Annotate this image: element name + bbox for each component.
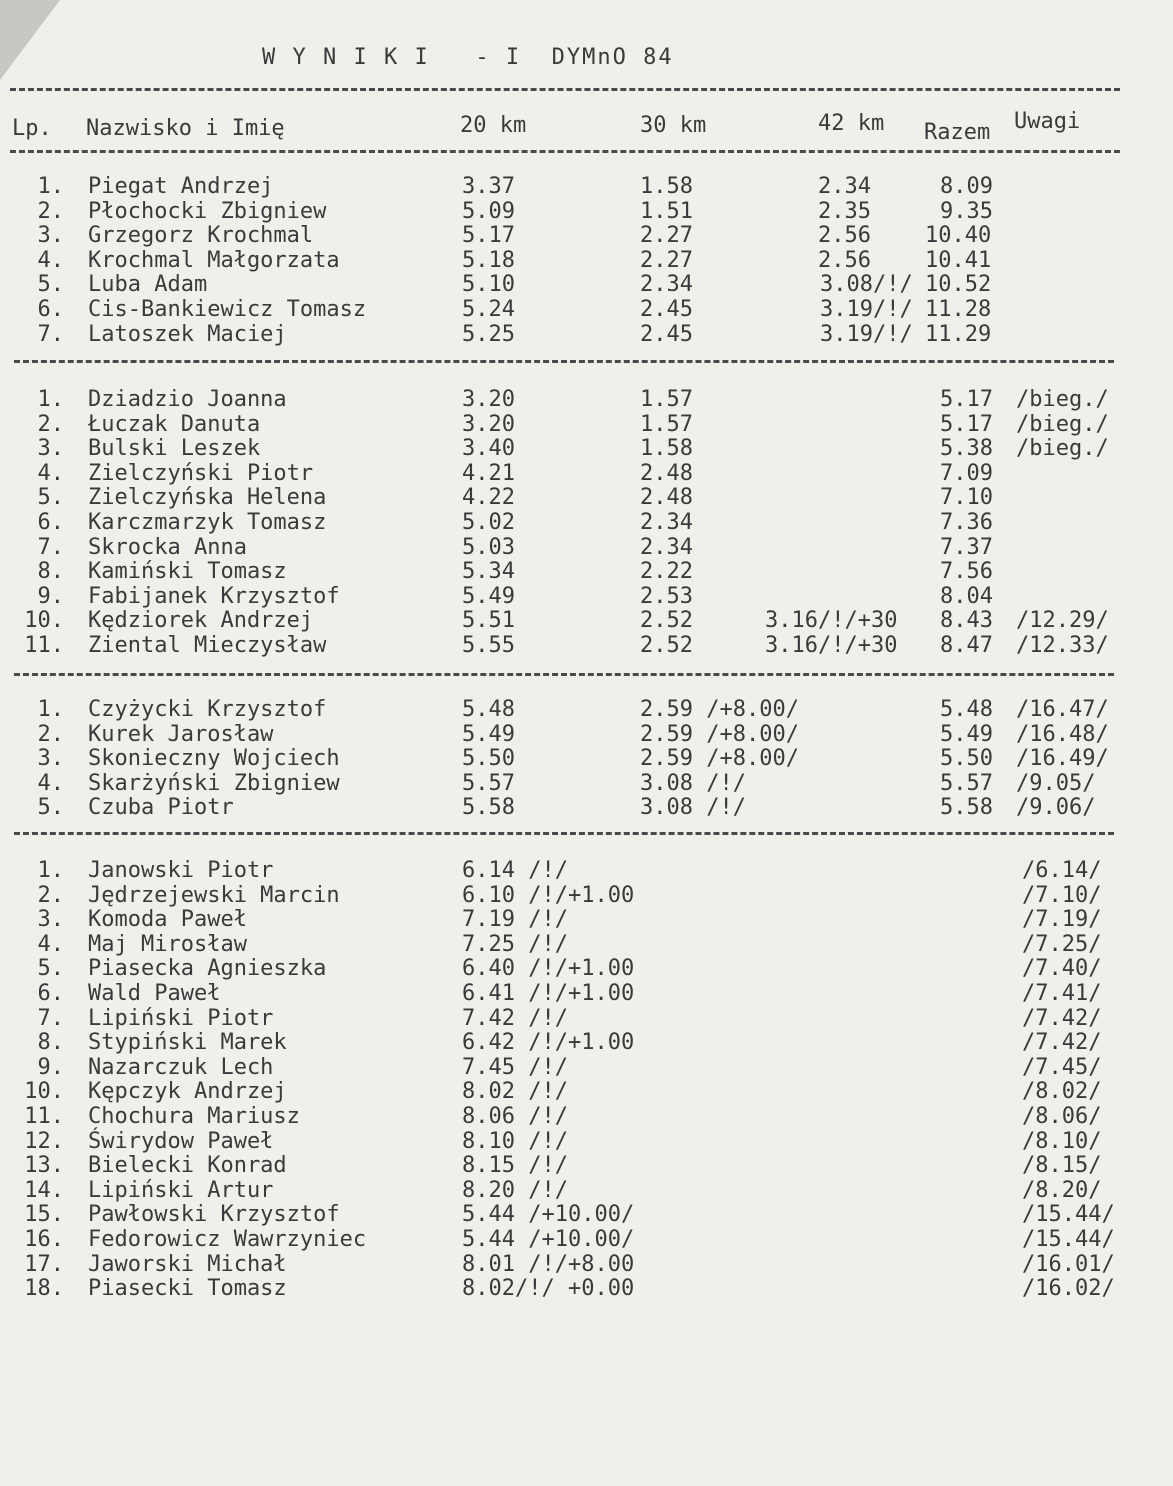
row-uwagi: /bieg./ xyxy=(1016,411,1109,437)
row-lp: 2. xyxy=(37,411,64,437)
row-20km: 5.48 xyxy=(462,697,515,722)
row-name: Fedorowicz Wawrzyniec xyxy=(88,1226,367,1252)
table-row xyxy=(0,932,1173,957)
row-razem: 8.09 xyxy=(940,174,993,199)
row-name: Chochura Mariusz xyxy=(88,1103,300,1129)
row-20km: 5.34 xyxy=(462,559,515,585)
row-lp: 5. xyxy=(37,795,64,821)
row-name: Lipiński Piotr xyxy=(88,1005,274,1031)
row-20km: 6.42 /!/+1.00 xyxy=(462,1030,635,1056)
table-row xyxy=(0,771,1173,796)
row-20km: 3.40 xyxy=(462,436,515,462)
row-20km: 5.50 xyxy=(462,746,515,772)
row-lp: 1. xyxy=(37,858,64,883)
row-30km: 2.48 xyxy=(640,485,693,511)
row-lp: 6. xyxy=(37,509,64,535)
row-uwagi: /7.42/ xyxy=(1022,1005,1102,1031)
row-uwagi: /7.25/ xyxy=(1022,931,1102,957)
row-20km: 3.20 xyxy=(462,411,515,437)
row-lp: 5. xyxy=(37,485,64,511)
row-lp: 4. xyxy=(37,247,64,273)
row-lp: 7. xyxy=(37,321,64,347)
row-42km: 3.19/!/ xyxy=(820,321,913,347)
row-lp: 2. xyxy=(37,721,64,747)
row-lp: 4. xyxy=(37,460,64,486)
row-30km: 2.52 xyxy=(640,608,693,634)
row-lp: 1. xyxy=(37,387,64,412)
table-row xyxy=(0,1178,1173,1203)
row-uwagi: /15.44/ xyxy=(1022,1202,1115,1228)
row-lp: 9. xyxy=(37,583,64,609)
row-20km: 6.10 /!/+1.00 xyxy=(462,882,635,908)
row-lp: 1. xyxy=(37,174,64,199)
row-name: Dziadzio Joanna xyxy=(88,387,287,412)
row-lp: 9. xyxy=(37,1054,64,1080)
row-20km: 7.45 /!/ xyxy=(462,1054,568,1080)
row-30km: 2.48 xyxy=(640,460,693,486)
row-name: Jędrzejewski Marcin xyxy=(88,882,340,908)
row-lp: 8. xyxy=(37,559,64,585)
row-name: Kurek Jarosław xyxy=(88,721,274,747)
section-1-rows xyxy=(0,174,1173,346)
row-30km: 2.45 xyxy=(640,296,693,322)
row-name: Pawłowski Krzysztof xyxy=(88,1202,340,1228)
row-lp: 2. xyxy=(37,198,64,224)
row-20km: 5.57 xyxy=(462,770,515,796)
row-name: Skonieczny Wojciech xyxy=(88,746,340,772)
table-row xyxy=(0,1276,1173,1301)
table-row xyxy=(0,746,1173,771)
row-20km: 5.10 xyxy=(462,272,515,298)
row-20km: 8.10 /!/ xyxy=(462,1128,568,1154)
row-uwagi: /12.29/ xyxy=(1016,608,1109,634)
row-razem: 5.48 xyxy=(940,697,993,722)
row-20km: 3.37 xyxy=(462,174,515,199)
row-30km: 2.59 /+8.00/ xyxy=(640,697,799,722)
table-row xyxy=(0,584,1173,609)
row-30km: 2.34 xyxy=(640,534,693,560)
row-20km: 5.51 xyxy=(462,608,515,634)
row-30km: 1.57 xyxy=(640,387,693,412)
row-name: Karczmarzyk Tomasz xyxy=(88,509,327,535)
row-razem: 5.38 xyxy=(940,436,993,462)
row-30km: 2.34 xyxy=(640,509,693,535)
row-lp: 5. xyxy=(37,956,64,982)
table-row xyxy=(0,559,1173,584)
header-razem: Razem xyxy=(924,120,991,145)
row-lp: 11. xyxy=(24,1103,64,1129)
row-lp: 3. xyxy=(37,746,64,772)
table-row xyxy=(0,1202,1173,1227)
section-divider xyxy=(14,673,1114,676)
row-lp: 7. xyxy=(37,534,64,560)
row-uwagi: /8.02/ xyxy=(1022,1079,1102,1105)
header-20km: 20 km xyxy=(460,113,527,138)
row-uwagi: /7.41/ xyxy=(1022,980,1102,1006)
row-name: Janowski Piotr xyxy=(88,858,274,883)
row-name: Zielczyński Piotr xyxy=(88,460,314,486)
table-row xyxy=(0,907,1173,932)
row-lp: 2. xyxy=(37,882,64,908)
row-name: Cis-Bankiewicz Tomasz xyxy=(88,296,367,322)
table-row xyxy=(0,795,1173,820)
row-42km: 2.34 xyxy=(818,174,871,199)
row-razem: 5.17 xyxy=(940,387,993,412)
row-20km: 5.49 xyxy=(462,721,515,747)
row-razem: 5.49 xyxy=(940,721,993,747)
table-row xyxy=(0,461,1173,486)
row-uwagi: /8.10/ xyxy=(1022,1128,1102,1154)
row-20km: 5.58 xyxy=(462,795,515,821)
row-20km: 7.25 /!/ xyxy=(462,931,568,957)
row-42km: 3.16/!/+30 xyxy=(765,608,898,634)
row-name: Piasecka Agnieszka xyxy=(88,956,327,982)
table-row xyxy=(0,858,1173,883)
row-42km: 3.16/!/+30 xyxy=(765,632,898,658)
row-42km: 2.56 xyxy=(818,247,871,273)
row-20km: 7.19 /!/ xyxy=(462,907,568,933)
row-lp: 6. xyxy=(37,980,64,1006)
row-uwagi: /16.47/ xyxy=(1016,697,1109,722)
row-razem: 9.35 xyxy=(940,198,993,224)
table-row xyxy=(0,223,1173,248)
row-uwagi: /7.10/ xyxy=(1022,882,1102,908)
table-row xyxy=(0,697,1173,722)
table-row xyxy=(0,387,1173,412)
row-razem: 7.10 xyxy=(940,485,993,511)
row-razem: 11.29 xyxy=(925,321,992,347)
row-name: Płochocki Zbigniew xyxy=(88,198,327,224)
row-uwagi: /6.14/ xyxy=(1022,858,1102,883)
row-20km: 3.20 xyxy=(462,387,515,412)
section-2-rows xyxy=(0,387,1173,658)
row-razem: 5.50 xyxy=(940,746,993,772)
row-20km: 5.49 xyxy=(462,583,515,609)
row-name: Maj Mirosław xyxy=(88,931,247,957)
row-30km: 3.08 /!/ xyxy=(640,770,746,796)
row-name: Stypiński Marek xyxy=(88,1030,287,1056)
page-title: W Y N I K I - I DYMnO 84 xyxy=(262,45,674,70)
row-name: Ziental Mieczysław xyxy=(88,632,327,658)
row-20km: 6.14 /!/ xyxy=(462,858,568,883)
row-uwagi: /16.02/ xyxy=(1022,1276,1115,1302)
table-row xyxy=(0,510,1173,535)
row-uwagi: /8.20/ xyxy=(1022,1177,1102,1203)
row-uwagi: /16.49/ xyxy=(1016,746,1109,772)
row-lp: 12. xyxy=(24,1128,64,1154)
row-20km: 5.03 xyxy=(462,534,515,560)
row-30km: 1.58 xyxy=(640,436,693,462)
row-name: Piasecki Tomasz xyxy=(88,1276,287,1302)
row-42km: 2.35 xyxy=(818,198,871,224)
row-name: Czyżycki Krzysztof xyxy=(88,697,327,722)
row-razem: 7.37 xyxy=(940,534,993,560)
row-20km: 5.17 xyxy=(462,223,515,249)
row-lp: 16. xyxy=(24,1226,64,1252)
row-20km: 6.40 /!/+1.00 xyxy=(462,956,635,982)
row-name: Kędziorek Andrzej xyxy=(88,608,314,634)
row-uwagi: /12.33/ xyxy=(1016,632,1109,658)
row-30km: 2.27 xyxy=(640,223,693,249)
row-razem: 5.58 xyxy=(940,795,993,821)
row-razem: 10.40 xyxy=(925,223,992,249)
table-row xyxy=(0,1030,1173,1055)
row-uwagi: /bieg./ xyxy=(1016,436,1109,462)
header-name: Nazwisko i Imię xyxy=(86,116,285,141)
row-uwagi: /7.45/ xyxy=(1022,1054,1102,1080)
row-uwagi: /15.44/ xyxy=(1022,1226,1115,1252)
table-row xyxy=(0,981,1173,1006)
row-lp: 11. xyxy=(24,632,64,658)
row-name: Czuba Piotr xyxy=(88,795,234,821)
row-name: Piegat Andrzej xyxy=(88,174,274,199)
row-uwagi: /9.06/ xyxy=(1016,795,1096,821)
row-razem: 5.57 xyxy=(940,770,993,796)
row-name: Latoszek Maciej xyxy=(88,321,287,347)
row-20km: 5.24 xyxy=(462,296,515,322)
row-name: Komoda Paweł xyxy=(88,907,247,933)
row-20km: 4.22 xyxy=(462,485,515,511)
row-uwagi: /8.06/ xyxy=(1022,1103,1102,1129)
row-razem: 8.47 xyxy=(940,632,993,658)
row-lp: 13. xyxy=(24,1153,64,1179)
row-lp: 3. xyxy=(37,907,64,933)
section-4-rows xyxy=(0,858,1173,1301)
row-lp: 18. xyxy=(24,1276,64,1302)
row-razem: 10.52 xyxy=(925,272,992,298)
table-row xyxy=(0,436,1173,461)
row-42km: 3.19/!/ xyxy=(820,296,913,322)
row-20km: 5.02 xyxy=(462,509,515,535)
section-divider xyxy=(14,832,1114,835)
row-lp: 7. xyxy=(37,1005,64,1031)
table-row xyxy=(0,1252,1173,1277)
row-30km: 2.53 xyxy=(640,583,693,609)
row-uwagi: /16.48/ xyxy=(1016,721,1109,747)
header-lp: Lp. xyxy=(12,116,52,141)
page-curl xyxy=(0,0,60,80)
table-row xyxy=(0,1153,1173,1178)
row-20km: 5.18 xyxy=(462,247,515,273)
row-lp: 14. xyxy=(24,1177,64,1203)
table-row xyxy=(0,272,1173,297)
header-uwagi: Uwagi xyxy=(1014,109,1081,134)
table-row xyxy=(0,1104,1173,1129)
row-razem: 8.04 xyxy=(940,583,993,609)
row-20km: 4.21 xyxy=(462,460,515,486)
table-row xyxy=(0,883,1173,908)
table-row xyxy=(0,297,1173,322)
row-name: Kamiński Tomasz xyxy=(88,559,287,585)
table-row xyxy=(0,485,1173,510)
row-name: Jaworski Michał xyxy=(88,1251,287,1277)
row-20km: 5.09 xyxy=(462,198,515,224)
row-30km: 1.58 xyxy=(640,174,693,199)
row-20km: 8.02 /!/ xyxy=(462,1079,568,1105)
row-uwagi: /7.42/ xyxy=(1022,1030,1102,1056)
row-30km: 2.45 xyxy=(640,321,693,347)
row-20km: 8.02/!/ +0.00 xyxy=(462,1276,635,1302)
table-row xyxy=(0,1227,1173,1252)
table-row xyxy=(0,535,1173,560)
row-30km: 2.59 /+8.00/ xyxy=(640,746,799,772)
row-razem: 7.56 xyxy=(940,559,993,585)
row-name: Skrocka Anna xyxy=(88,534,247,560)
row-razem: 5.17 xyxy=(940,411,993,437)
row-name: Zielczyńska Helena xyxy=(88,485,327,511)
row-lp: 17. xyxy=(24,1251,64,1277)
row-20km: 5.44 /+10.00/ xyxy=(462,1226,635,1252)
row-name: Kępczyk Andrzej xyxy=(88,1079,287,1105)
row-30km: 2.52 xyxy=(640,632,693,658)
row-30km: 2.59 /+8.00/ xyxy=(640,721,799,747)
row-20km: 5.44 /+10.00/ xyxy=(462,1202,635,1228)
header-42km: 42 km xyxy=(818,111,885,136)
row-name: Grzegorz Krochmal xyxy=(88,223,314,249)
row-name: Krochmal Małgorzata xyxy=(88,247,340,273)
table-row xyxy=(0,633,1173,658)
row-42km: 3.08/!/ xyxy=(820,272,913,298)
table-row xyxy=(0,199,1173,224)
row-20km: 6.41 /!/+1.00 xyxy=(462,980,635,1006)
row-30km: 1.57 xyxy=(640,411,693,437)
row-razem: 8.43 xyxy=(940,608,993,634)
section-divider xyxy=(14,360,1114,363)
row-lp: 3. xyxy=(37,436,64,462)
row-42km: 2.56 xyxy=(818,223,871,249)
row-razem: 11.28 xyxy=(925,296,992,322)
row-uwagi: /8.15/ xyxy=(1022,1153,1102,1179)
row-uwagi: /7.19/ xyxy=(1022,907,1102,933)
table-row xyxy=(0,174,1173,199)
row-name: Luba Adam xyxy=(88,272,208,298)
table-row xyxy=(0,248,1173,273)
row-name: Skarżyński Zbigniew xyxy=(88,770,340,796)
row-lp: 4. xyxy=(37,931,64,957)
row-uwagi: /bieg./ xyxy=(1016,387,1109,412)
row-name: Wald Paweł xyxy=(88,980,221,1006)
row-razem: 7.36 xyxy=(940,509,993,535)
table-row xyxy=(0,322,1173,347)
header-rule-bottom xyxy=(10,150,1120,153)
row-30km: 1.51 xyxy=(640,198,693,224)
header-rule-top xyxy=(10,88,1120,91)
row-20km: 8.06 /!/ xyxy=(462,1103,568,1129)
row-name: Lipiński Artur xyxy=(88,1177,274,1203)
row-uwagi: /7.40/ xyxy=(1022,956,1102,982)
row-razem: 10.41 xyxy=(925,247,992,273)
table-row xyxy=(0,1055,1173,1080)
row-uwagi: /16.01/ xyxy=(1022,1251,1115,1277)
header-30km: 30 km xyxy=(640,113,707,138)
row-name: Świrydow Paweł xyxy=(88,1128,274,1154)
table-row xyxy=(0,956,1173,981)
row-razem: 7.09 xyxy=(940,460,993,486)
row-20km: 8.01 /!/+8.00 xyxy=(462,1251,635,1277)
row-lp: 4. xyxy=(37,770,64,796)
row-uwagi: /9.05/ xyxy=(1016,770,1096,796)
row-30km: 3.08 /!/ xyxy=(640,795,746,821)
row-30km: 2.27 xyxy=(640,247,693,273)
row-20km: 5.25 xyxy=(462,321,515,347)
row-20km: 5.55 xyxy=(462,632,515,658)
table-row xyxy=(0,412,1173,437)
row-name: Bielecki Konrad xyxy=(88,1153,287,1179)
table-row xyxy=(0,1079,1173,1104)
table-row xyxy=(0,608,1173,633)
row-lp: 3. xyxy=(37,223,64,249)
section-3-rows xyxy=(0,697,1173,820)
row-lp: 15. xyxy=(24,1202,64,1228)
row-30km: 2.22 xyxy=(640,559,693,585)
row-lp: 5. xyxy=(37,272,64,298)
row-lp: 8. xyxy=(37,1030,64,1056)
table-row xyxy=(0,722,1173,747)
row-name: Łuczak Danuta xyxy=(88,411,261,437)
table-row xyxy=(0,1006,1173,1031)
row-lp: 10. xyxy=(24,1079,64,1105)
row-name: Nazarczuk Lech xyxy=(88,1054,274,1080)
row-20km: 7.42 /!/ xyxy=(462,1005,568,1031)
row-lp: 10. xyxy=(24,608,64,634)
row-30km: 2.34 xyxy=(640,272,693,298)
row-name: Bulski Leszek xyxy=(88,436,261,462)
row-name: Fabijanek Krzysztof xyxy=(88,583,340,609)
row-lp: 6. xyxy=(37,296,64,322)
table-row xyxy=(0,1129,1173,1154)
row-20km: 8.20 /!/ xyxy=(462,1177,568,1203)
row-lp: 1. xyxy=(37,697,64,722)
row-20km: 8.15 /!/ xyxy=(462,1153,568,1179)
